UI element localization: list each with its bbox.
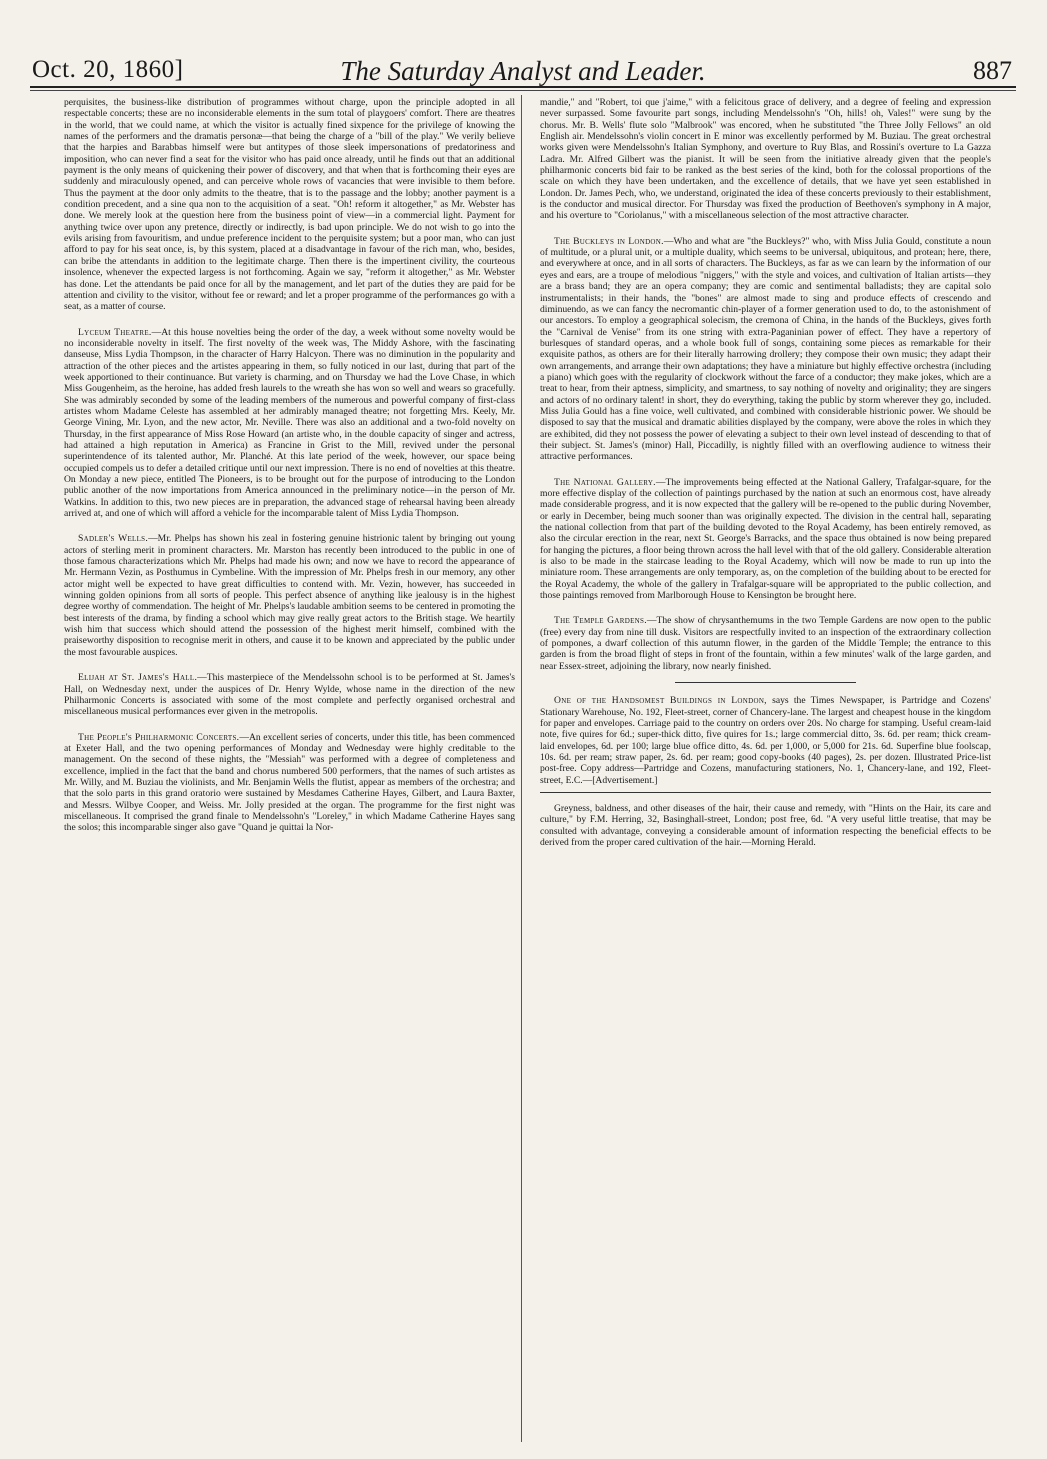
section-heading: One of the Handsomest Buildings in London, <box>554 695 767 707</box>
issue-date: Oct. 20, 1860] <box>32 56 184 83</box>
article-sadlers-wells: Sadler's Wells.—Mr. Phelps has shown his zeal in fostering genuine histrionic talent by bringing out young actors of sterling merit in prominent characters. Mr. Marston has recently been introduced to the public in one of those famous characterizations which Mr. Phelps had made his own; and now we have to record the appearance of Mr. Hermann Vezin, as Posthumus in Cymbeline. With the impression of Mr. Phelps fresh in our memory, any other actor might well be expected to have great difficulties to contend with. Mr. Vezin, however, has succeeded in winning golden opinions from all sorts of people. This perfect absence of anything like jealousy is in the highest degree worthy of commendation. The height of Mr. Phelps's laudable ambition seems to be centered in promoting the best interests of the drama, by finding a school which may give really great actors to the British stage. We heartily wish him that success which should attend the possession of the highest merit himself, combined with the praiseworthy disposition to recognise merit in others, and cause it to be known and appreciated by the public under the most favourable auspices. <box>64 533 515 658</box>
article-peoples-philharmonic: The People's Philharmonic Concerts.—An excellent series of concerts, under this title, has been commenced at Exeter Hall, and the two opening performances of Monday and Wednesday were highly creditable to the management. On the second of these nights, the "Messiah" was performed with a degree of completeness and excellence, implied in the fact that the band and chorus numbered 500 performers, that the names of such artistes as Mr. Willy, and M. Buziau the violinists, and Mr. Benjamin Wells the flutist, appear as members of the orchestra; and that the solo parts in this grand oratorio were sustained by Mesdames Catherine Hayes, Gilbert, and Laura Baxter, and Messrs. Wilbye Cooper, and Weiss. Mr. Jolly presided at the organ. The programme for the first night was miscellaneous. It comprised the grand finale to Mendelssohn's "Loreley," in which Madame Catherine Hayes sang the solos; this incomparable singer also gave "Quand je quittai la Nor- <box>64 731 515 834</box>
section-heading: The People's Philharmonic Concerts. <box>78 731 240 743</box>
article-buckleys: The Buckleys in London.—Who and what are "the Buckleys?" who, with Miss Julia Gould, constitute a noun of multitude, or a plural unit, or a multiple duality, which seems to be universal, ubiquitous, and protean; here, there, and everywhere at once, and in all sorts of characters. The Buckleys, as far as we can learn by the information of our eyes and ears, are a troupe of melodious "niggers," with the style and voices, and cultivation of Italian artists—they are a brass band; they are an opera company; they are comic and sentimental balladists; they are capital solo instrumentalists; in their hands, the "bones" are almost made to sing and produce effects of crescendo and diminuendo, as we can fancy the necromantic chin-player of a former generation used to do, to the astonishment of our ancestors. To employ a geographical solecism, the cremona of China, in the hands of the Buckleys, gives forth the "Carnival de Venise" from its one string with extra-Paganinian power of effect. They have a repertory of burlesques of standard operas, and a whole book full of songs, containing some pieces as remarkable for their exquisite pathos, as others are for their literally harrowing drollery; they compose their own music; they adapt their own arrangements, and arrange their own adaptations; they have a miniature but highly effective orchestra (including a piano) which goes with the regularity of clockwork without the farce of a conductor; they make jokes, which are a treat to hear, from their aptness, simplicity, and smartness, to say nothing of novelty and originality; they are singers and actors of no ordinary talent! in short, they do everything, taking the public by storm wherever they go, included. Miss Julia Gould has a fine voice, well cultivated, and combined with considerable histrionic power. We should be disposed to say that the musical and dramatic abilities displayed by the company, were above the roles in which they are exhibited, did they not possess the power of elevating a subject to their own level instead of descending to that of their subject. St. James's (minor) Hall, Piccadilly, is nightly filled with an overflowing audience to witness their attractive performances. <box>540 235 991 463</box>
header-rule <box>30 90 1016 91</box>
advertisement-partridge-cozens: One of the Handsomest Buildings in London, says the Times Newspaper, is Partridge and Cozens' Stationary Warehouse, No. 192, Fleet-street, corner of Chancery-lane. The largest and cheapest house in the kingdom for paper and envelopes. Carriage paid to the country on orders over 20s. No charge for stamping. Useful cream-laid note, five quires for 6d.; super-thick ditto, five quires for 1s.; large commercial ditto, 3s. 6d. per ream; thick cream-laid envelopes, 6d. per 100; large blue office ditto, 4s. 6d. per 1,000, or 5,000 for 21s. 6d. Superfine blue foolscap, 10s. 6d. per ream; straw paper, 2s. 6d. per ream; good copy-books (40 pages), 2s. per dozen. Illustrated Price-list post-free. Copy address—Partridge and Cozens, manufacturing stationers, No. 1, Chancery-lane, and 192, Fleet-street, E.C.—[Advertisement.] <box>540 695 991 786</box>
page-header <box>30 52 1016 88</box>
column-divider <box>521 95 522 1442</box>
article-national-gallery: The National Gallery.—The improvements being effected at the National Gallery, Trafalgar-square, for the more effective display of the collection of paintings purchased by the nation at such an enormous cost, have already made considerable progress, and it is now expected that the gallery will be re-opened to the public during November, or early in December, being much sooner than was originally expected. The division in the central hall, separating the national collection from that part of the building devoted to the Royal Academy, has been entirely removed, as also the circular erection in the rear, next St. George's Barracks, and the space thus obtained is now being prepared for hanging the pictures, a floor being thrown across the hall level with that of the old gallery. Considerable alteration is also to be made in the staircase leading to the Royal Academy, which will now be made to run up into the miniature room. These arrangements are only temporary, as, on the completion of the building about to be erected for the Royal Academy, the whole of the gallery in Trafalgar-square will be appropriated to the public collection, and those paintings removed from Marlborough House to Kensington be brought here. <box>540 476 991 602</box>
page-number: 887 <box>973 56 1012 85</box>
article-lyceum-theatre: Lyceum Theatre.—At this house novelties being the order of the day, a week without some novelty would be no inconsiderable novelty in itself. The first novelty of the week was, The Middy Ashore, with the fascinating danseuse, Miss Lydia Thompson, in the character of Harry Halcyon. There was no diminution in the popularity and attraction of the other pieces and the artistes appearing in them, so fully noticed in our last, during that part of the week apportioned to their continuance. But variety is charming, and on Thursday we had the Love Chase, in which Miss Gougenheim, as the heroine, has added fresh laurels to the wreath she has won so well and wears so gracefully. She was admirably seconded by some of the leading members of the numerous and powerful company of first-class artistes whom Madame Celeste has assembled at her admirably managed theatre; not forgetting Mrs. Keely, Mr. George Vining, Mr. Lyon, and the new actor, Mr. Neville. There was also an additional and a two-fold novelty on Thursday, in the first appearance of Miss Rose Howard (an artiste who, in the double capacity of singer and actress, had attained a high reputation in America) as Francine in Grist to the Mill, revived under the personal superintendence of its talented author, Mr. Planché. At this late period of the week, however, our space being occupied compels us to defer a detailed critique until our next impression. There is no end of novelties at this theatre. On Monday a new piece, entitled The Pioneers, is to be brought out for the purpose of introducing to the London public another of the now importations from America announced in the preliminary notice—in the person of Mr. Watkins. In addition to this, two new pieces are in preparation, the advanced stage of rehearsal having been already arrived at, and one of which will afford a vehicle for the incomparable talent of Miss Lydia Thompson. <box>64 326 515 520</box>
advertisement-rule <box>675 682 855 683</box>
section-heading: Sadler's Wells. <box>78 533 149 545</box>
article-perquisites: perquisites, the business-like distribution of programmes without charge, upon the principle adopted in all respectable concerts; these are no inconsiderable elements in the sum total of playgoers' comfort. There are theatres in the world, that we could name, at which the visitor is actually fined sixpence for the privilege of knowing the names of the performers and the dramatis personæ—that being the charge of a "bill of the play." We verily believe that the harpies and Barabbas himself were but antitypes of those sleek impersonations of predatoriness and imposition, who can never find a seat for the visitor who has paid once already, until he finds out that an additional payment is the only means of quickening their power of discovery, and that when that is forthcoming their eyes are suddenly and miraculously opened, and can perceive whole rows of vacancies that were invisible to them before. Thus the payment at the door only admits to the theatre, that is to the passage and the lobby; another payment is a condition precedent, and a sine qua non to the acquisition of a seat. "Oh! reform it altogether," as Mr. Webster has done. We merely look at the question here from the business point of view—in a commercial light. Payment for anything twice over upon any pretence, directly or indirectly, is bad upon principle. We do not wish to go into the evils arising from favouritism, and undue preference incident to the perquisite system; but a poor man, who can just afford to pay for his seat once, is, by this system, placed at a disadvantage in favour of the rich man, who, besides, can bribe the attendants in addition to the legitimate charge. Then there is the impertinent civility, the courteous insolence, whenever the expected largess is not forthcoming. Again we say, "reform it altogether," as Mr. Webster has done. Let the attendants be paid once for all by the management, and let part of the duties they are paid for be attention and civility to the visitor, without fee or reward; and let a proper programme of the performances go with a seat, as a matter of course. <box>64 97 515 313</box>
advertisement-hair: Greyness, baldness, and other diseases of the hair, their cause and remedy, with "Hints on the Hair, its care and culture," by F.M. Herring, 32, Basinghall-street, London; post free, 6d. "A very useful little treatise, that may be consulted with advantage, conveying a considerable amount of information respecting the beneficial effects to be derived from the proper cared cultivation of the hair.—Morning Herald. <box>540 802 991 848</box>
publication-title: The Saturday Analyst and Leader. <box>340 56 706 86</box>
section-heading: The Temple Gardens. <box>554 615 647 627</box>
right-column <box>540 97 991 1442</box>
left-column <box>64 97 515 1442</box>
section-heading: The National Gallery. <box>554 476 656 488</box>
article-elijah: Elijah at St. James's Hall.—This masterpiece of the Mendelssohn school is to be performed at St. James's Hall, on Wednesday next, under the auspices of Dr. Henry Wylde, whose name in the direction of the new Philharmonic Concerts is associated with some of the most complete and perfectly organised orchestral and miscellaneous musical performances ever given in the metropolis. <box>64 672 515 718</box>
section-heading: The Buckleys in London. <box>554 235 664 247</box>
article-philharmonic-continued: mandie," and "Robert, toi que j'aime," with a felicitous grace of delivery, and a degree of feeling and expression never surpassed. Some favourite part songs, including Mendelssohn's "Oh, hills! oh, Vales!" were sung by the chorus. Mr. B. Wells' flute solo "Malbrook" was encored, when he substituted "the Three Jolly Fellows" an old English air. Mendelssohn's violin concert in E minor was excellently performed by M. Buziau. The great orchestral works given were Mendelssohn's Italian Symphony, and overture to Ruy Blas, and Rossini's overture to La Gazza Ladra. Mr. Alfred Gilbert was the pianist. It will be seen from the initiative already given that the people's philharmonic concerts bid fair to be ranked as the best series of the kind, both for the colossal proportions of the scale on which they have been undertaken, and the excellence of details, that we have yet seen established in London. Dr. James Pech, who, we understand, originated the idea of these concerts previously to their establishment, is the conductor and musical director. For Thursday was fixed the production of Beethoven's symphony in A major, and his overture to "Coriolanus," with a miscellaneous selection of the most attractive character. <box>540 97 991 222</box>
section-heading: Lyceum Theatre. <box>78 326 152 338</box>
article-temple-gardens: The Temple Gardens.—The show of chrysanthemums in the two Temple Gardens are now open to the public (free) every day from nine till dusk. Visitors are respectfully invited to an inspection of the extraordinary collection of pompones, a dwarf collection of this autumn flower, in the garden of the Middle Temple; the entrance to this garden is from the broad flight of steps in front of the fountain, within a few minutes' walk of the large garden, and near Essex-street, adjoining the library, now nearly finished. <box>540 615 991 672</box>
section-heading: Elijah at St. James's Hall. <box>78 672 198 684</box>
advertisement-divider <box>540 792 991 793</box>
